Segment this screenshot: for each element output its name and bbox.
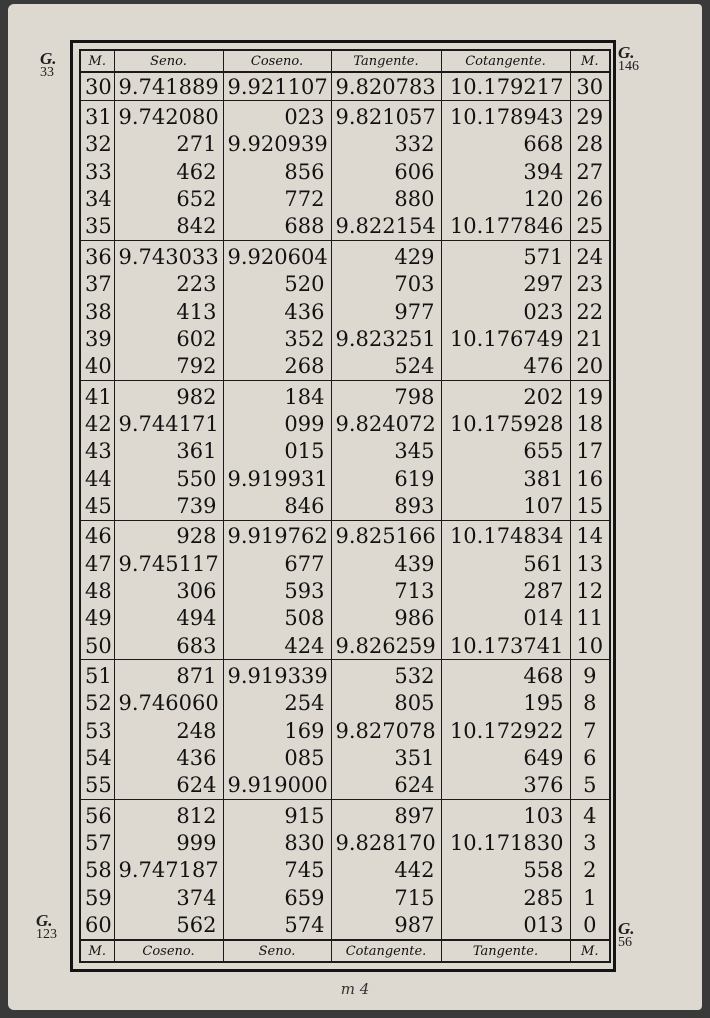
table-row xyxy=(80,717,610,744)
sine-cell: 982 xyxy=(114,380,223,410)
cosine-cell: 268 xyxy=(223,353,331,381)
minute-cell: 58 xyxy=(80,857,114,884)
sine-cell: 683 xyxy=(114,632,223,660)
sine-cell: 9.743033 xyxy=(114,241,223,271)
minute-cell: 59 xyxy=(80,884,114,911)
minute-right-cell: 15 xyxy=(570,492,610,520)
sine-cell: 494 xyxy=(114,605,223,632)
footer-col2: Seno. xyxy=(223,940,331,962)
header-minutes: M. xyxy=(80,50,114,72)
minute-right-cell: 2 xyxy=(570,857,610,884)
tangent-cell: 9.821057 xyxy=(331,101,441,131)
cotangent-cell: 571 xyxy=(441,241,570,271)
cotangent-cell: 10.171830 xyxy=(441,829,570,856)
table-row xyxy=(80,101,610,131)
minute-cell: 40 xyxy=(80,353,114,381)
sine-cell: 842 xyxy=(114,213,223,241)
table-row xyxy=(80,131,610,158)
sine-cell: 9.744171 xyxy=(114,410,223,437)
book-page xyxy=(8,4,702,1010)
minute-cell: 55 xyxy=(80,772,114,800)
tangent-cell: 345 xyxy=(331,438,441,465)
cotangent-cell: 668 xyxy=(441,131,570,158)
page-number: m 4 xyxy=(340,980,370,998)
tangent-cell: 9.822154 xyxy=(331,213,441,241)
cosine-cell: 688 xyxy=(223,213,331,241)
minute-cell: 36 xyxy=(80,241,114,271)
cotangent-cell: 287 xyxy=(441,577,570,604)
minute-right-cell: 28 xyxy=(570,131,610,158)
sine-cell: 602 xyxy=(114,325,223,352)
sine-cell: 999 xyxy=(114,829,223,856)
cosine-cell: 772 xyxy=(223,185,331,212)
table-row xyxy=(80,857,610,884)
tangent-cell: 987 xyxy=(331,911,441,940)
minute-right-cell: 16 xyxy=(570,465,610,492)
table-row xyxy=(80,550,610,577)
table-row xyxy=(80,241,610,271)
minute-cell: 51 xyxy=(80,660,114,690)
cosine-cell: 099 xyxy=(223,410,331,437)
sine-cell: 413 xyxy=(114,298,223,325)
cosine-cell: 9.920939 xyxy=(223,131,331,158)
table-row xyxy=(80,380,610,410)
tangent-cell: 524 xyxy=(331,353,441,381)
minute-right-cell: 6 xyxy=(570,744,610,771)
margin-number: 56 xyxy=(618,935,632,950)
tangent-cell: 9.826259 xyxy=(331,632,441,660)
tangent-cell: 977 xyxy=(331,298,441,325)
table-footer xyxy=(80,940,610,962)
table-row xyxy=(80,492,610,520)
minute-right-cell: 4 xyxy=(570,800,610,830)
table-row xyxy=(80,158,610,185)
cosine-cell: 352 xyxy=(223,325,331,352)
minute-cell: 33 xyxy=(80,158,114,185)
minute-right-cell: 17 xyxy=(570,438,610,465)
minute-cell: 46 xyxy=(80,520,114,550)
table-row xyxy=(80,353,610,381)
cosine-cell: 424 xyxy=(223,632,331,660)
tangent-cell: 532 xyxy=(331,660,441,690)
minute-right-cell: 10 xyxy=(570,632,610,660)
table-row xyxy=(80,325,610,352)
sine-cell: 9.746060 xyxy=(114,690,223,717)
sine-cell: 9.745117 xyxy=(114,550,223,577)
minute-cell: 60 xyxy=(80,911,114,940)
sine-cell: 374 xyxy=(114,884,223,911)
cotangent-cell: 014 xyxy=(441,605,570,632)
minute-right-cell: 1 xyxy=(570,884,610,911)
table-row xyxy=(80,829,610,856)
sine-cell: 812 xyxy=(114,800,223,830)
cotangent-cell: 10.179217 xyxy=(441,72,570,101)
footer-col3: Cotangente. xyxy=(331,940,441,962)
minute-cell: 47 xyxy=(80,550,114,577)
cotangent-cell: 013 xyxy=(441,911,570,940)
minute-cell: 50 xyxy=(80,632,114,660)
tangent-cell: 703 xyxy=(331,271,441,298)
minute-right-cell: 23 xyxy=(570,271,610,298)
sine-cell: 223 xyxy=(114,271,223,298)
cosine-cell: 9.919931 xyxy=(223,465,331,492)
table-row xyxy=(80,438,610,465)
minute-right-cell: 19 xyxy=(570,380,610,410)
cosine-cell: 9.921107 xyxy=(223,72,331,101)
tangent-cell: 351 xyxy=(331,744,441,771)
cosine-cell: 9.920604 xyxy=(223,241,331,271)
minute-cell: 44 xyxy=(80,465,114,492)
minute-cell: 41 xyxy=(80,380,114,410)
minute-right-cell: 14 xyxy=(570,520,610,550)
table-row xyxy=(80,298,610,325)
table-row xyxy=(80,772,610,800)
tangent-cell: 798 xyxy=(331,380,441,410)
table-body xyxy=(80,72,610,940)
cosine-cell: 574 xyxy=(223,911,331,940)
tangent-cell: 880 xyxy=(331,185,441,212)
minute-cell: 38 xyxy=(80,298,114,325)
footer-col1: Coseno. xyxy=(114,940,223,962)
minute-right-cell: 20 xyxy=(570,353,610,381)
cosine-cell: 023 xyxy=(223,101,331,131)
cosine-cell: 9.919000 xyxy=(223,772,331,800)
sine-cell: 462 xyxy=(114,158,223,185)
tangent-cell: 9.825166 xyxy=(331,520,441,550)
sine-cell: 436 xyxy=(114,744,223,771)
cosine-cell: 659 xyxy=(223,884,331,911)
table-row xyxy=(80,744,610,771)
cotangent-cell: 120 xyxy=(441,185,570,212)
sine-cell: 550 xyxy=(114,465,223,492)
footer-minutes: M. xyxy=(80,940,114,962)
cotangent-cell: 468 xyxy=(441,660,570,690)
tangent-cell: 429 xyxy=(331,241,441,271)
minute-right-cell: 25 xyxy=(570,213,610,241)
cotangent-cell: 107 xyxy=(441,492,570,520)
sine-cell: 928 xyxy=(114,520,223,550)
minute-right-cell: 18 xyxy=(570,410,610,437)
cosine-cell: 856 xyxy=(223,158,331,185)
header-col4: Cotangente. xyxy=(441,50,570,72)
tangent-cell: 606 xyxy=(331,158,441,185)
tangent-cell: 715 xyxy=(331,884,441,911)
tangent-cell: 332 xyxy=(331,131,441,158)
tangent-cell: 9.820783 xyxy=(331,72,441,101)
table-row xyxy=(80,800,610,830)
sine-cell: 9.747187 xyxy=(114,857,223,884)
cotangent-cell: 10.177846 xyxy=(441,213,570,241)
cosine-cell: 593 xyxy=(223,577,331,604)
table-row xyxy=(80,271,610,298)
tangent-cell: 9.823251 xyxy=(331,325,441,352)
cotangent-cell: 202 xyxy=(441,380,570,410)
table-row xyxy=(80,577,610,604)
margin-letter: G. xyxy=(36,911,53,930)
margin-number: 146 xyxy=(618,59,639,74)
minute-cell: 42 xyxy=(80,410,114,437)
cotangent-cell: 381 xyxy=(441,465,570,492)
footer-col4: Tangente. xyxy=(441,940,570,962)
minute-right-cell: 21 xyxy=(570,325,610,352)
cosine-cell: 184 xyxy=(223,380,331,410)
cotangent-cell: 394 xyxy=(441,158,570,185)
sine-cell: 271 xyxy=(114,131,223,158)
margin-note-top-right xyxy=(618,43,639,74)
cotangent-cell: 649 xyxy=(441,744,570,771)
margin-note-bottom-left xyxy=(36,911,57,942)
tangent-cell: 439 xyxy=(331,550,441,577)
minute-cell: 53 xyxy=(80,717,114,744)
minute-cell: 54 xyxy=(80,744,114,771)
sine-cell: 652 xyxy=(114,185,223,212)
minute-right-cell: 27 xyxy=(570,158,610,185)
margin-note-bottom-right xyxy=(618,919,635,950)
table-row xyxy=(80,911,610,940)
minute-cell: 45 xyxy=(80,492,114,520)
minute-cell: 30 xyxy=(80,72,114,101)
table-row xyxy=(80,520,610,550)
sine-cell: 624 xyxy=(114,772,223,800)
cotangent-cell: 10.176749 xyxy=(441,325,570,352)
minute-right-cell: 13 xyxy=(570,550,610,577)
minute-cell: 35 xyxy=(80,213,114,241)
minute-right-cell: 26 xyxy=(570,185,610,212)
cotangent-cell: 561 xyxy=(441,550,570,577)
cosine-cell: 520 xyxy=(223,271,331,298)
cosine-cell: 9.919339 xyxy=(223,660,331,690)
minute-right-cell: 22 xyxy=(570,298,610,325)
cosine-cell: 745 xyxy=(223,857,331,884)
sine-cell: 871 xyxy=(114,660,223,690)
table-row xyxy=(80,410,610,437)
cosine-cell: 915 xyxy=(223,800,331,830)
minute-cell: 32 xyxy=(80,131,114,158)
cotangent-cell: 376 xyxy=(441,772,570,800)
footer-minutes-right: M. xyxy=(570,940,610,962)
minute-cell: 34 xyxy=(80,185,114,212)
minute-right-cell: 8 xyxy=(570,690,610,717)
sine-cell: 306 xyxy=(114,577,223,604)
tangent-cell: 9.828170 xyxy=(331,829,441,856)
tangent-cell: 893 xyxy=(331,492,441,520)
minute-right-cell: 11 xyxy=(570,605,610,632)
header-col2: Coseno. xyxy=(223,50,331,72)
cosine-cell: 254 xyxy=(223,690,331,717)
minute-cell: 56 xyxy=(80,800,114,830)
table-row xyxy=(80,660,610,690)
cosine-cell: 085 xyxy=(223,744,331,771)
minute-cell: 52 xyxy=(80,690,114,717)
cotangent-cell: 195 xyxy=(441,690,570,717)
cotangent-cell: 655 xyxy=(441,438,570,465)
table-row xyxy=(80,72,610,101)
minute-right-cell: 7 xyxy=(570,717,610,744)
cotangent-cell: 103 xyxy=(441,800,570,830)
tangent-cell: 986 xyxy=(331,605,441,632)
header-col3: Tangente. xyxy=(331,50,441,72)
header-col1: Seno. xyxy=(114,50,223,72)
minute-right-cell: 29 xyxy=(570,101,610,131)
cotangent-cell: 476 xyxy=(441,353,570,381)
cosine-cell: 436 xyxy=(223,298,331,325)
table-row xyxy=(80,605,610,632)
tangent-cell: 897 xyxy=(331,800,441,830)
trig-log-table xyxy=(79,49,611,963)
table-frame xyxy=(70,40,616,972)
cotangent-cell: 10.175928 xyxy=(441,410,570,437)
tangent-cell: 805 xyxy=(331,690,441,717)
tangent-cell: 442 xyxy=(331,857,441,884)
cotangent-cell: 10.172922 xyxy=(441,717,570,744)
margin-letter: G. xyxy=(618,919,635,938)
minute-cell: 48 xyxy=(80,577,114,604)
minute-right-cell: 3 xyxy=(570,829,610,856)
sine-cell: 9.741889 xyxy=(114,72,223,101)
table-row xyxy=(80,632,610,660)
minute-cell: 31 xyxy=(80,101,114,131)
sine-cell: 9.742080 xyxy=(114,101,223,131)
cotangent-cell: 023 xyxy=(441,298,570,325)
minute-right-cell: 24 xyxy=(570,241,610,271)
cosine-cell: 508 xyxy=(223,605,331,632)
sine-cell: 248 xyxy=(114,717,223,744)
cotangent-cell: 285 xyxy=(441,884,570,911)
cosine-cell: 9.919762 xyxy=(223,520,331,550)
minute-cell: 39 xyxy=(80,325,114,352)
minute-right-cell: 5 xyxy=(570,772,610,800)
margin-note-top-left xyxy=(40,49,57,80)
minute-cell: 57 xyxy=(80,829,114,856)
table-row xyxy=(80,185,610,212)
cosine-cell: 677 xyxy=(223,550,331,577)
table-row xyxy=(80,213,610,241)
cotangent-cell: 10.173741 xyxy=(441,632,570,660)
tangent-cell: 713 xyxy=(331,577,441,604)
cosine-cell: 830 xyxy=(223,829,331,856)
margin-number: 33 xyxy=(40,65,54,80)
cosine-cell: 846 xyxy=(223,492,331,520)
minute-right-cell: 9 xyxy=(570,660,610,690)
minute-cell: 49 xyxy=(80,605,114,632)
sine-cell: 361 xyxy=(114,438,223,465)
cotangent-cell: 558 xyxy=(441,857,570,884)
cosine-cell: 169 xyxy=(223,717,331,744)
header-minutes-right: M. xyxy=(570,50,610,72)
table-row xyxy=(80,465,610,492)
margin-number: 123 xyxy=(36,927,57,942)
cosine-cell: 015 xyxy=(223,438,331,465)
sine-cell: 739 xyxy=(114,492,223,520)
sine-cell: 562 xyxy=(114,911,223,940)
minute-right-cell: 12 xyxy=(570,577,610,604)
cotangent-cell: 10.178943 xyxy=(441,101,570,131)
tangent-cell: 9.827078 xyxy=(331,717,441,744)
table-row xyxy=(80,690,610,717)
minute-right-cell: 30 xyxy=(570,72,610,101)
minute-right-cell: 0 xyxy=(570,911,610,940)
table-row xyxy=(80,884,610,911)
tangent-cell: 9.824072 xyxy=(331,410,441,437)
margin-letter: G. xyxy=(40,49,57,68)
margin-letter: G. xyxy=(618,43,635,62)
sine-cell: 792 xyxy=(114,353,223,381)
cotangent-cell: 297 xyxy=(441,271,570,298)
tangent-cell: 624 xyxy=(331,772,441,800)
minute-cell: 37 xyxy=(80,271,114,298)
tangent-cell: 619 xyxy=(331,465,441,492)
cotangent-cell: 10.174834 xyxy=(441,520,570,550)
minute-cell: 43 xyxy=(80,438,114,465)
table-header xyxy=(80,50,610,72)
